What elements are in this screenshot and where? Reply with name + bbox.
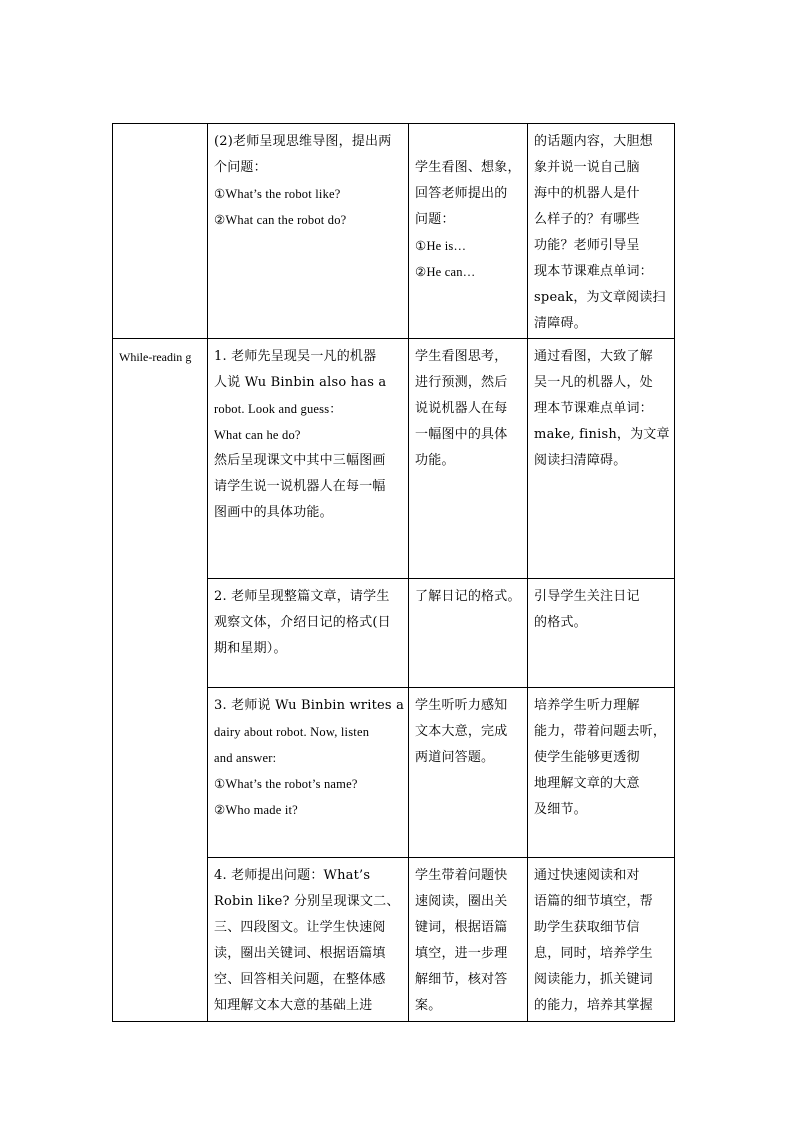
text-line: ①What’s the robot like?: [214, 187, 341, 201]
text-line: 的格式。: [534, 615, 587, 630]
text-line: (2)老师呈现思维导图，提出两: [214, 134, 392, 149]
text-line: 两道问答题。: [415, 750, 495, 765]
text-line: 了解日记的格式。: [415, 589, 521, 604]
text-line: 个问题：: [214, 160, 267, 175]
text-line: 学生带着问题快: [415, 868, 508, 883]
text-line: 填空，进一步理: [415, 946, 508, 961]
student-activity-cell: [409, 688, 528, 858]
text-line: 回答老师提出的: [415, 186, 508, 201]
text-line: 培养学生听力理解: [534, 698, 640, 713]
teacher-activity-cell: [208, 858, 409, 1022]
text-line: 使学生能够更透彻: [534, 750, 640, 765]
text-line: 知理解文本大意的基础上进: [214, 998, 373, 1013]
teacher-activity-cell: [208, 579, 409, 688]
text-line: 吴一凡的机器人，处: [534, 375, 653, 390]
text-line: 请学生说一说机器人在每一幅: [214, 479, 386, 494]
teacher-activity-cell: [208, 124, 409, 339]
text-line: 学生看图思考，: [415, 349, 508, 364]
text-line: 语篇的细节填空，帮: [534, 894, 653, 909]
text-line: ①What’s the robot’s name?: [214, 777, 358, 791]
text-line: [415, 129, 523, 155]
text-line: ②Who made it?: [214, 803, 298, 817]
text-line: 能力，带着问题去听，: [534, 724, 667, 739]
text-line: 阅读能力，抓关键词: [534, 972, 653, 987]
text-line: dairy about robot. Now, listen: [214, 725, 370, 739]
text-line: 阅读扫清障碍。: [534, 453, 627, 468]
text-line: ①He is…: [415, 239, 467, 253]
stage-cell: [113, 339, 208, 1022]
text-line: 功能？老师引导呈: [534, 238, 640, 253]
student-activity-cell: [409, 579, 528, 688]
text-line: 功能。: [415, 453, 455, 468]
text-line: 助学生获取细节信: [534, 920, 640, 935]
student-activity-cell: [409, 858, 528, 1022]
text-line: 然后呈现课文中其中三幅图画: [214, 453, 386, 468]
text-line: 3. 老师说 Wu Binbin writes a: [214, 698, 405, 713]
text-line: 1. 老师先呈现吴一凡的机器: [214, 349, 377, 364]
text-line: 的能力，培养其掌握: [534, 998, 653, 1013]
text-line: speak，为文章阅读扫: [534, 290, 666, 305]
text-line: 4. 老师提出问题：What’s: [214, 868, 371, 883]
text-line: 观察文体，介绍日记的格式(日: [214, 615, 391, 630]
text-line: 地理解文章的大意: [534, 776, 640, 791]
text-line: 清障碍。: [534, 316, 587, 331]
text-line: 海中的机器人是什: [534, 186, 640, 201]
text-line: 息，同时，培养学生: [534, 946, 653, 961]
text-line: ②What can the robot do?: [214, 213, 347, 227]
text-line: 理本节课难点单词：: [534, 401, 653, 416]
text-line: 么样子的？有哪些: [534, 212, 640, 227]
text-line: 通过看图，大致了解: [534, 349, 653, 364]
lesson-plan-table: [112, 123, 675, 1022]
text-line: 解细节，核对答: [415, 972, 508, 987]
text-line: robot. Look and guess：: [214, 402, 342, 416]
text-line: 空、回答相关问题，在整体感: [214, 972, 386, 987]
text-line: 及细节。: [534, 802, 587, 817]
purpose-cell: [528, 339, 675, 579]
text-line: 键词，根据语篇: [415, 920, 508, 935]
text-line: 文本大意，完成: [415, 724, 508, 739]
purpose-cell: [528, 688, 675, 858]
table-row: [113, 124, 675, 339]
text-line: 期和星期）。: [214, 641, 287, 656]
text-line: 三、四段图文。让学生快速阅: [214, 920, 386, 935]
text-line: ②He can…: [415, 265, 476, 279]
text-line: 2. 老师呈现整篇文章，请学生: [214, 589, 390, 604]
student-activity-cell: [409, 124, 528, 339]
text-line: 学生看图、想象，: [415, 160, 521, 175]
text-line: 的话题内容，大胆想: [534, 134, 653, 149]
text-line: 通过快速阅读和对: [534, 868, 640, 883]
text-line: 学生听听力感知: [415, 698, 508, 713]
text-line: 象并说一说自己脑: [534, 160, 640, 175]
teacher-activity-cell: [208, 688, 409, 858]
text-line: 案。: [415, 998, 442, 1013]
text-line: 人说 Wu Binbin also has a: [214, 375, 387, 390]
teacher-activity-cell: [208, 339, 409, 579]
purpose-cell: [528, 579, 675, 688]
text-line: 进行预测，然后: [415, 375, 508, 390]
stage-label: While-readin: [119, 350, 183, 364]
text-line: 问题：: [415, 212, 455, 227]
text-line: 说说机器人在每: [415, 401, 508, 416]
text-line: 图画中的具体功能。: [214, 505, 333, 520]
purpose-cell: [528, 124, 675, 339]
text-line: and answer:: [214, 751, 277, 765]
text-line: 速阅读，圈出关: [415, 894, 508, 909]
text-line: 一幅图中的具体: [415, 427, 508, 442]
purpose-cell: [528, 858, 675, 1022]
text-line: 现本节课难点单词：: [534, 264, 653, 279]
text-line: What can he do?: [214, 428, 301, 442]
text-line: 引导学生关注日记: [534, 589, 640, 604]
stage-cell: [113, 124, 208, 339]
text-line: make, finish，为文章: [534, 427, 670, 442]
text-line: 读，圈出关键词、根据语篇填: [214, 946, 386, 961]
table-row: [113, 339, 675, 579]
text-line: Robin like? 分别呈现课文二、: [214, 894, 400, 909]
student-activity-cell: [409, 339, 528, 579]
stage-label: g: [185, 350, 192, 364]
